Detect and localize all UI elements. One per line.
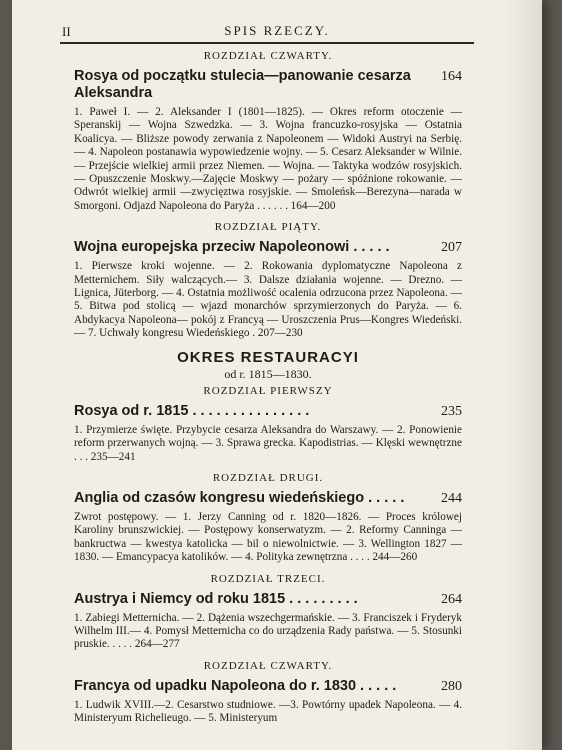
page-header: [62, 22, 492, 42]
chapter-title: Rosya od r. 1815 . . . . . . . . . . . . . . .: [74, 402, 310, 419]
chapter-page: 244: [441, 490, 462, 506]
header-rule: [60, 42, 474, 44]
chapter-entries: Zwrot postępowy. — 1. Jerzy Canning od r. 1820—1826. — Proces królowej Karoliny brunszwickiej. — Postępowy konserwatyzm. — 2. Reformy Canninga — bankructwa — kwestya katolicka — bil o niewolnictwie. — 3. Wellington 1827 — 1830. — Emancypacya katolików. — 4. Polityka zewnętrzna . . . . 244—260: [74, 510, 462, 564]
chapter-entries: 1. Ludwik XVIII.—2. Cesarstwo studniowe. —3. Powtórny upadek Napoleona. — 4. Ministeryum Richelieugo. — 5. Ministeryum: [74, 698, 462, 725]
toc-section: [74, 50, 462, 213]
toc-section: [74, 660, 462, 726]
toc-section: [74, 472, 462, 565]
chapter-label: ROZDZIAŁ CZWARTY.: [203, 50, 333, 62]
chapter-heading: [74, 403, 462, 420]
chapter-heading: [74, 239, 462, 256]
chapter-heading: [74, 490, 462, 507]
chapter-label: ROZDZIAŁ TRZECI.: [210, 572, 326, 585]
chapter-heading: [74, 68, 462, 102]
table-of-contents: [74, 48, 462, 734]
period-subtitle: od r. 1815—1830.: [224, 366, 312, 381]
toc-section: [74, 573, 462, 652]
chapter-page: 207: [441, 240, 462, 256]
toc-section: [74, 221, 462, 340]
chapter-page: 280: [441, 678, 462, 694]
chapter-heading: [74, 678, 462, 695]
chapter-entries: 1. Zabiegi Metternicha. — 2. Dążenia wszechgermańskie. — 3. Franciszek i Fryderyk Wilhelm III.— 4. Pomysł Metternicha co do urządzenia Rady państwa. — 5. Stosunki pruskie. . . . . 264—277: [74, 611, 462, 651]
period-title: OKRES RESTAURACYI: [177, 348, 359, 366]
chapter-title: Wojna europejska przeciw Napoleonowi . . . . .: [74, 239, 390, 256]
chapter-title: Francya od upadku Napoleona do r. 1830 . . . . .: [74, 677, 397, 694]
chapter-title: Rosya od początku stulecia—panowanie cesarza Aleksandra: [74, 68, 411, 101]
chapter-page: 235: [441, 403, 462, 419]
chapter-entries: 1. Pierwsze kroki wojenne. — 2. Rokowania dyplomatyczne Napoleona z Metternichem. Siły walczących.— 3. Dalsze działania wojenne. — Drezno. — Lignica, Jüterborg. — 4. Ostatnia możliwość ocalenia odrzucona przez Napoleona. — 5. Bitwa pod stolicą — wjazd monarchów sprzymierzonych do Paryża. — 6. Abdykacya Napoleona— pokój z Francyą — Uroszczenia Prus—Kongres Wiedeński. — 7. Uchwały kongresu Wiedeńskiego . 207—230: [74, 260, 462, 340]
chapter-entries: 1. Przymierze święte. Przybycie cesarza Aleksandra do Warszawy. — 2. Ponowienie reform przerwanych wojną. — 3. Sprawa grecka. Kapodistrias. — Klęski wewnętrzne . . . 235—241: [74, 423, 462, 463]
chapter-entries: 1. Paweł I. — 2. Aleksander I (1801—1825). — Okres reform otoczenie — Speranskij — Wojna Szwedzka. — 3. Wojna francuzko-rosyjska — Ostatnia Koalicya. — Bliższe powody zerwania z Napoleonem — Widoki Austryi na Serbię. — 4. Napoleon postanawia wypowiedzenie wojny. — 5. Cesarz Aleksander w Wilnie. — Przejście wielkiej armii przez Niemen. — Wojna. — Taktyka wodzów rosyjskich. — Opuszczenie Moskwy.—Zajęcie Moskwy — pożary — spóźnione rokowanie. — Odwrót wielkiej armii —zwycięztwa rosyjskie. — Smoleńsk—Berezyna—narada w Smorgoni. Odjazd Napoleona do Paryża . . . . . . 164—200: [74, 106, 462, 212]
chapter-label: ROZDZIAŁ CZWARTY.: [203, 659, 333, 672]
running-title: SPIS RZECZY.: [224, 23, 330, 38]
chapter-title: Austrya i Niemcy od roku 1815 . . . . . . . . .: [74, 590, 358, 607]
chapter-label: ROZDZIAŁ DRUGI.: [212, 471, 324, 484]
chapter-page: 264: [441, 591, 462, 607]
chapter-label: ROZDZIAŁ PIERWSZY: [203, 384, 333, 397]
toc-section: [74, 349, 462, 464]
chapter-heading: [74, 591, 462, 608]
chapter-page: 164: [441, 69, 462, 84]
page-number: II: [62, 24, 71, 39]
book-page: [12, 0, 542, 750]
chapter-title: Anglia od czasów kongresu wiedeńskiego . . . . .: [74, 489, 405, 506]
chapter-label: ROZDZIAŁ PIĄTY.: [214, 221, 322, 234]
